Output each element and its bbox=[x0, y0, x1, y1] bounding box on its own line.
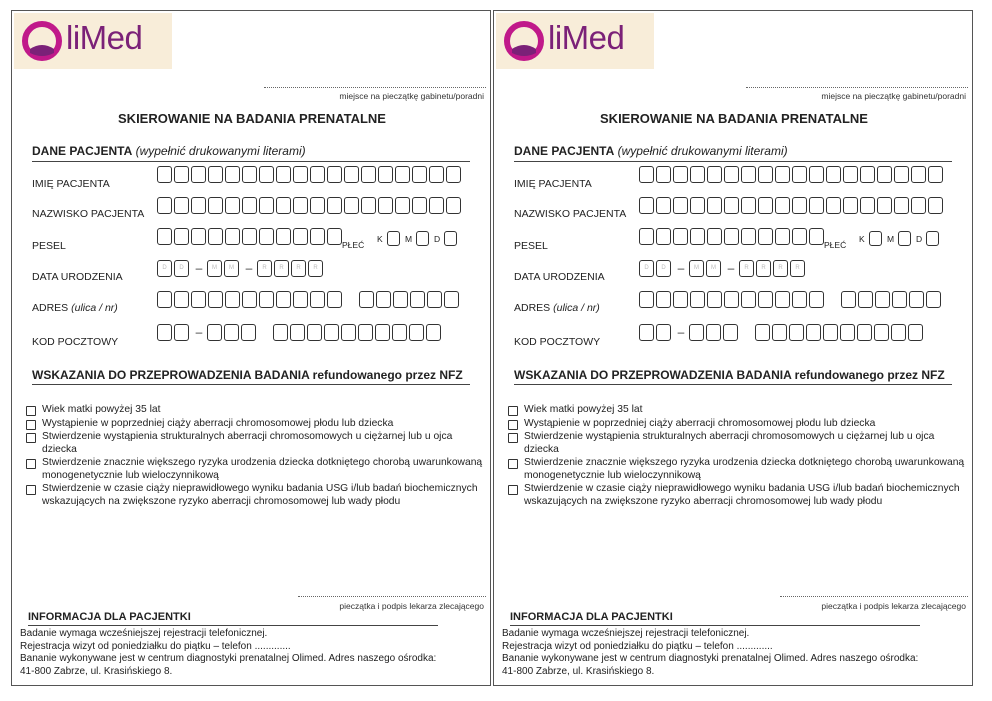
checkbox[interactable] bbox=[26, 459, 36, 469]
referral-form-left bbox=[11, 10, 491, 686]
olimed-logo bbox=[496, 13, 654, 69]
last-name-boxes[interactable] bbox=[157, 197, 463, 214]
referral-form-right bbox=[493, 10, 973, 686]
checkbox[interactable] bbox=[508, 433, 518, 443]
info-heading: INFORMACJA DLA PACJENTKI bbox=[510, 611, 673, 623]
indication-item[interactable]: Stwierdzenie znacznie większego ryzyka urodzenia dziecka dotkniętego chorobą uwarunkowaną monogenetycznie lub wieloczynnikową bbox=[26, 457, 486, 482]
first-name-boxes[interactable] bbox=[157, 166, 463, 183]
first-name-boxes[interactable] bbox=[639, 166, 945, 183]
birth-date-label: DATA URODZENIA bbox=[32, 271, 123, 283]
indication-item[interactable]: Stwierdzenie w czasie ciąży nieprawidłowego wyniku badania USG i/lub badań biochemicznych wskazujących na zwiększone ryzyko aberracji chromosomowej lub wady płodu bbox=[26, 483, 486, 508]
checkbox[interactable] bbox=[508, 420, 518, 430]
sex-option-m: M bbox=[405, 234, 413, 244]
logo-text: liMed bbox=[66, 19, 143, 56]
sex-box-m[interactable] bbox=[898, 231, 913, 246]
section-rule bbox=[514, 161, 952, 162]
last-name-label: NAZWISKO PACJENTA bbox=[32, 208, 145, 220]
section-rule bbox=[32, 384, 470, 385]
logo-ring-icon bbox=[20, 19, 64, 63]
last-name-boxes[interactable] bbox=[639, 197, 945, 214]
sex-box-m[interactable] bbox=[416, 231, 431, 246]
info-rule bbox=[28, 625, 438, 626]
stamp-dotted-line bbox=[264, 87, 486, 88]
info-text bbox=[20, 628, 486, 678]
birth-date-boxes[interactable]: D D – M M – R R R R bbox=[157, 260, 325, 277]
indication-item[interactable]: Wiek matki powyżej 35 lat bbox=[508, 404, 968, 417]
form-title: SKIEROWANIE NA BADANIA PRENATALNE bbox=[600, 111, 868, 126]
sex-option-k: K bbox=[859, 234, 865, 244]
sex-box-d[interactable] bbox=[926, 231, 941, 246]
sex-label: PŁEĆ bbox=[824, 240, 847, 250]
last-name-label: NAZWISKO PACJENTA bbox=[514, 208, 627, 220]
patient-heading-bold: DANE PACJENTA bbox=[514, 144, 615, 158]
sex-box-k[interactable] bbox=[869, 231, 884, 246]
sex-option-m: M bbox=[887, 234, 895, 244]
indication-item[interactable]: Wystąpienie w poprzedniej ciąży aberracji chromosomowej płodu lub dziecka bbox=[508, 418, 968, 431]
postal-code-boxes[interactable]: – bbox=[157, 324, 443, 341]
olimed-logo bbox=[14, 13, 172, 69]
birth-date-boxes[interactable]: D D – M M – R R R R bbox=[639, 260, 807, 277]
info-line: Rejestracja wizyt od poniedziałku do piątku – telefon ............. bbox=[502, 640, 773, 652]
sex-option-k: K bbox=[377, 234, 383, 244]
section-rule bbox=[514, 384, 952, 385]
info-line: 41-800 Zabrze, ul. Krasińskiego 8. bbox=[502, 665, 655, 677]
sex-option-d: D bbox=[434, 234, 441, 244]
checkbox[interactable] bbox=[26, 420, 36, 430]
indications-list bbox=[26, 404, 486, 509]
form-title: SKIEROWANIE NA BADANIA PRENATALNE bbox=[118, 111, 386, 126]
address-label-text: ADRES bbox=[514, 302, 551, 314]
patient-heading-note: (wypełnić drukowanymi literami) bbox=[617, 144, 788, 158]
doctor-caption: pieczątka i podpis lekarza zlecającego bbox=[821, 601, 966, 611]
logo-text: liMed bbox=[548, 19, 625, 56]
address-boxes[interactable] bbox=[157, 291, 461, 308]
indication-item[interactable]: Stwierdzenie w czasie ciąży nieprawidłowego wyniku badania USG i/lub badań biochemicznych wskazujących na zwiększone ryzyko aberracji chromosomowej lub wady płodu bbox=[508, 483, 968, 508]
patient-section-heading bbox=[514, 144, 788, 158]
pesel-label: PESEL bbox=[32, 240, 66, 252]
birth-date-label: DATA URODZENIA bbox=[514, 271, 605, 283]
checkbox[interactable] bbox=[508, 485, 518, 495]
checkbox[interactable] bbox=[26, 406, 36, 416]
first-name-label: IMIĘ PACJENTA bbox=[514, 178, 592, 190]
info-text bbox=[502, 628, 968, 678]
checkbox[interactable] bbox=[508, 406, 518, 416]
info-rule bbox=[510, 625, 920, 626]
patient-section-heading bbox=[32, 144, 306, 158]
indications-heading: WSKAZANIA DO PRZEPROWADZENIA BADANIA refundowanego przez NFZ bbox=[514, 368, 945, 382]
address-label bbox=[514, 302, 600, 314]
section-rule bbox=[32, 161, 470, 162]
address-label-note: (ulica / nr) bbox=[553, 302, 600, 314]
doctor-caption: pieczątka i podpis lekarza zlecającego bbox=[339, 601, 484, 611]
indication-item[interactable]: Wystąpienie w poprzedniej ciąży aberracji chromosomowej płodu lub dziecka bbox=[26, 418, 486, 431]
info-line: Badanie wymaga wcześniejszej rejestracji telefonicznej. bbox=[502, 628, 750, 639]
info-line: Rejestracja wizyt od poniedziałku do piątku – telefon ............. bbox=[20, 640, 291, 652]
postal-code-boxes[interactable]: – bbox=[639, 324, 925, 341]
sex-box-d[interactable] bbox=[444, 231, 459, 246]
postal-code-label: KOD POCZTOWY bbox=[32, 336, 119, 348]
indication-item[interactable]: Stwierdzenie znacznie większego ryzyka urodzenia dziecka dotkniętego chorobą uwarunkowaną monogenetycznie lub wieloczynnikową bbox=[508, 457, 968, 482]
patient-heading-note: (wypełnić drukowanymi literami) bbox=[135, 144, 306, 158]
patient-heading-bold: DANE PACJENTA bbox=[32, 144, 133, 158]
doctor-dotted-line bbox=[780, 596, 968, 597]
sex-option-d: D bbox=[916, 234, 923, 244]
indications-list bbox=[508, 404, 968, 509]
pesel-boxes[interactable] bbox=[157, 228, 344, 245]
stamp-caption: miejsce na pieczątkę gabinetu/poradni bbox=[821, 91, 966, 101]
sex-label: PŁEĆ bbox=[342, 240, 365, 250]
indication-item[interactable]: Wiek matki powyżej 35 lat bbox=[26, 404, 486, 417]
postal-code-label: KOD POCZTOWY bbox=[514, 336, 601, 348]
sex-box-k[interactable] bbox=[387, 231, 402, 246]
stamp-caption: miejsce na pieczątkę gabinetu/poradni bbox=[339, 91, 484, 101]
info-line: Bananie wykonywane jest w centrum diagnostyki prenatalnej Olimed. Adres naszego ośrodka: bbox=[20, 653, 437, 664]
stamp-dotted-line bbox=[746, 87, 968, 88]
logo-ring-icon bbox=[502, 19, 546, 63]
address-label-text: ADRES bbox=[32, 302, 69, 314]
indication-item[interactable]: Stwierdzenie wystąpienia strukturalnych aberracji chromosomowych u ciężarnej lub u ojca dziecka bbox=[508, 431, 968, 456]
checkbox[interactable] bbox=[26, 433, 36, 443]
pesel-label: PESEL bbox=[514, 240, 548, 252]
info-line: 41-800 Zabrze, ul. Krasińskiego 8. bbox=[20, 665, 173, 677]
address-label-note: (ulica / nr) bbox=[71, 302, 118, 314]
info-heading: INFORMACJA DLA PACJENTKI bbox=[28, 611, 191, 623]
checkbox[interactable] bbox=[508, 459, 518, 469]
first-name-label: IMIĘ PACJENTA bbox=[32, 178, 110, 190]
address-boxes[interactable] bbox=[639, 291, 943, 308]
pesel-boxes[interactable] bbox=[639, 228, 826, 245]
doctor-dotted-line bbox=[298, 596, 486, 597]
indication-item[interactable]: Stwierdzenie wystąpienia strukturalnych aberracji chromosomowych u ciężarnej lub u ojca dziecka bbox=[26, 431, 486, 456]
checkbox[interactable] bbox=[26, 485, 36, 495]
info-line: Bananie wykonywane jest w centrum diagnostyki prenatalnej Olimed. Adres naszego ośrodka: bbox=[502, 653, 919, 664]
address-label bbox=[32, 302, 118, 314]
info-line: Badanie wymaga wcześniejszej rejestracji telefonicznej. bbox=[20, 628, 268, 639]
indications-heading: WSKAZANIA DO PRZEPROWADZENIA BADANIA refundowanego przez NFZ bbox=[32, 368, 463, 382]
